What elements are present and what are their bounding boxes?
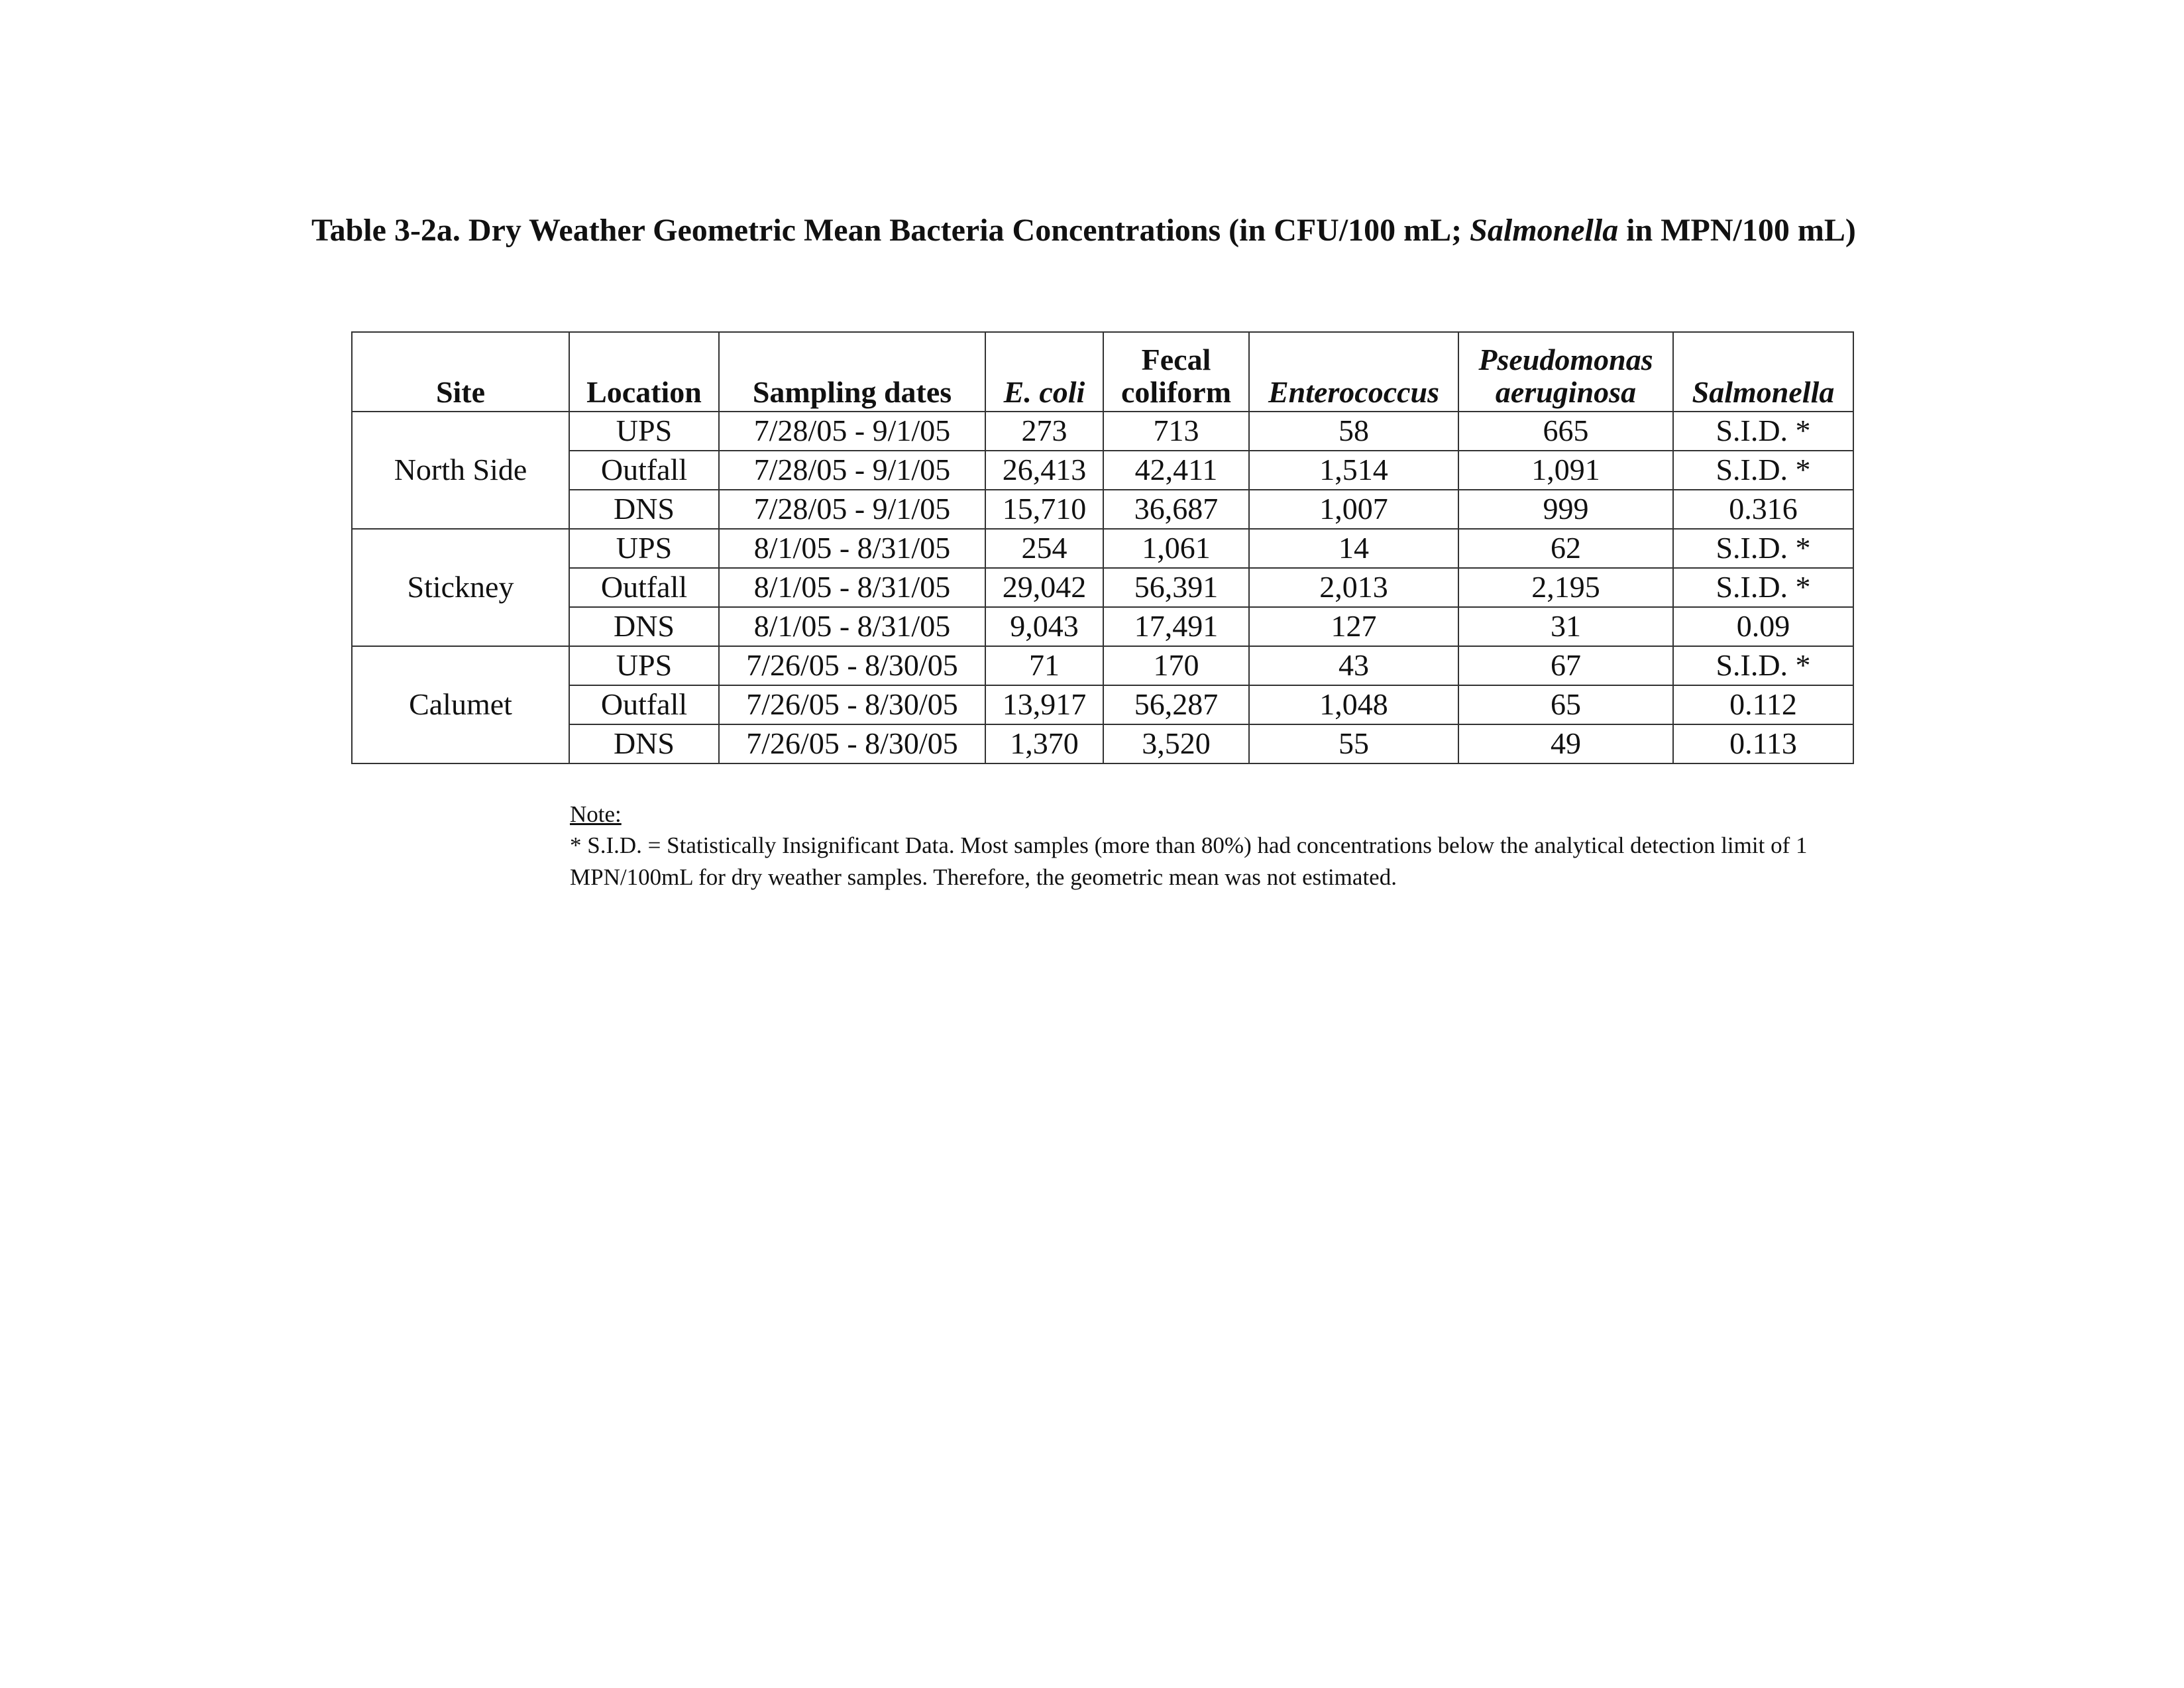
ecoli-cell: 273	[985, 412, 1103, 451]
location-cell: Outfall	[569, 685, 719, 724]
table-row	[352, 529, 1853, 568]
ecoli-cell: 26,413	[985, 451, 1103, 490]
dates-cell: 8/1/05 - 8/31/05	[719, 529, 985, 568]
ecoli-cell: 13,917	[985, 685, 1103, 724]
pseudomonas-cell: 62	[1458, 529, 1673, 568]
salmonella-cell: 0.09	[1673, 607, 1853, 646]
dates-cell: 7/28/05 - 9/1/05	[719, 490, 985, 529]
salmonella-cell: S.I.D. *	[1673, 568, 1853, 607]
note-text: * S.I.D. = Statistically Insignificant Data. Most samples (more than 80%) had concentrations below the analytical detection limit of 1 MPN/100mL for dry weather samples. Therefore, the geometric mean was not estimated.	[570, 832, 1808, 890]
dates-cell: 7/28/05 - 9/1/05	[719, 412, 985, 451]
fecal-cell: 3,520	[1103, 724, 1249, 763]
pseudomonas-cell: 665	[1458, 412, 1673, 451]
enterococcus-cell: 43	[1249, 646, 1458, 685]
location-cell: DNS	[569, 607, 719, 646]
salmonella-cell: S.I.D. *	[1673, 412, 1853, 451]
fecal-cell: 56,287	[1103, 685, 1249, 724]
pseudomonas-cell: 67	[1458, 646, 1673, 685]
dates-cell: 7/26/05 - 8/30/05	[719, 646, 985, 685]
table-row	[352, 412, 1853, 451]
location-cell: Outfall	[569, 568, 719, 607]
enterococcus-cell: 1,007	[1249, 490, 1458, 529]
dates-cell: 8/1/05 - 8/31/05	[719, 607, 985, 646]
header-site: Site	[352, 332, 569, 412]
enterococcus-cell: 2,013	[1249, 568, 1458, 607]
fecal-cell: 713	[1103, 412, 1249, 451]
enterococcus-cell: 1,048	[1249, 685, 1458, 724]
header-location: Location	[569, 332, 719, 412]
header-enterococcus: Enterococcus	[1249, 332, 1458, 412]
dates-cell: 8/1/05 - 8/31/05	[719, 568, 985, 607]
table-row	[352, 724, 1853, 763]
pseudomonas-cell: 999	[1458, 490, 1673, 529]
dates-cell: 7/26/05 - 8/30/05	[719, 685, 985, 724]
salmonella-cell: S.I.D. *	[1673, 529, 1853, 568]
enterococcus-cell: 14	[1249, 529, 1458, 568]
site-cell: Stickney	[352, 529, 569, 646]
header-ecoli: E. coli	[985, 332, 1103, 412]
enterococcus-cell: 58	[1249, 412, 1458, 451]
salmonella-cell: 0.112	[1673, 685, 1853, 724]
site-cell: North Side	[352, 412, 569, 529]
fecal-cell: 42,411	[1103, 451, 1249, 490]
header-salmonella: Salmonella	[1673, 332, 1853, 412]
ecoli-cell: 15,710	[985, 490, 1103, 529]
fecal-cell: 56,391	[1103, 568, 1249, 607]
header-fecal-coliform	[1103, 332, 1249, 412]
table-title-suffix: in MPN/100 mL)	[1618, 213, 1856, 248]
table-row	[352, 685, 1853, 724]
header-fecal-line1: Fecal	[1141, 343, 1211, 377]
header-row	[352, 332, 1853, 412]
table-row	[352, 568, 1853, 607]
pseudomonas-cell: 1,091	[1458, 451, 1673, 490]
site-cell: Calumet	[352, 646, 569, 763]
pseudomonas-cell: 65	[1458, 685, 1673, 724]
location-cell: Outfall	[569, 451, 719, 490]
ecoli-cell: 71	[985, 646, 1103, 685]
table-row	[352, 490, 1853, 529]
ecoli-cell: 254	[985, 529, 1103, 568]
header-fecal-line2: coliform	[1120, 374, 1232, 409]
fecal-cell: 36,687	[1103, 490, 1249, 529]
dates-cell: 7/28/05 - 9/1/05	[719, 451, 985, 490]
location-cell: DNS	[569, 724, 719, 763]
note-label: Note:	[570, 801, 622, 827]
table-title	[311, 212, 1968, 249]
pseudomonas-cell: 49	[1458, 724, 1673, 763]
enterococcus-cell: 55	[1249, 724, 1458, 763]
fecal-cell: 1,061	[1103, 529, 1249, 568]
header-sampling-dates: Sampling dates	[719, 332, 985, 412]
fecal-cell: 170	[1103, 646, 1249, 685]
header-pseudomonas	[1458, 332, 1673, 412]
table-title-italic: Salmonella	[1470, 213, 1619, 248]
location-cell: UPS	[569, 529, 719, 568]
header-pseudomonas-line1: Pseudomonas	[1478, 343, 1653, 377]
header-pseudomonas-line2: aeruginosa	[1495, 374, 1637, 409]
fecal-cell: 17,491	[1103, 607, 1249, 646]
location-cell: UPS	[569, 646, 719, 685]
table-row	[352, 646, 1853, 685]
table-title-prefix: Table 3-2a. Dry Weather Geometric Mean Bacteria Concentrations (in CFU/100 mL;	[311, 213, 1470, 248]
ecoli-cell: 1,370	[985, 724, 1103, 763]
table-note	[570, 799, 1928, 893]
enterococcus-cell: 127	[1249, 607, 1458, 646]
salmonella-cell: S.I.D. *	[1673, 451, 1853, 490]
location-cell: DNS	[569, 490, 719, 529]
pseudomonas-cell: 31	[1458, 607, 1673, 646]
ecoli-cell: 29,042	[985, 568, 1103, 607]
pseudomonas-cell: 2,195	[1458, 568, 1673, 607]
enterococcus-cell: 1,514	[1249, 451, 1458, 490]
salmonella-cell: 0.113	[1673, 724, 1853, 763]
salmonella-cell: S.I.D. *	[1673, 646, 1853, 685]
salmonella-cell: 0.316	[1673, 490, 1853, 529]
dates-cell: 7/26/05 - 8/30/05	[719, 724, 985, 763]
ecoli-cell: 9,043	[985, 607, 1103, 646]
table-row	[352, 607, 1853, 646]
location-cell: UPS	[569, 412, 719, 451]
bacteria-table	[351, 331, 1854, 764]
table-row	[352, 451, 1853, 490]
